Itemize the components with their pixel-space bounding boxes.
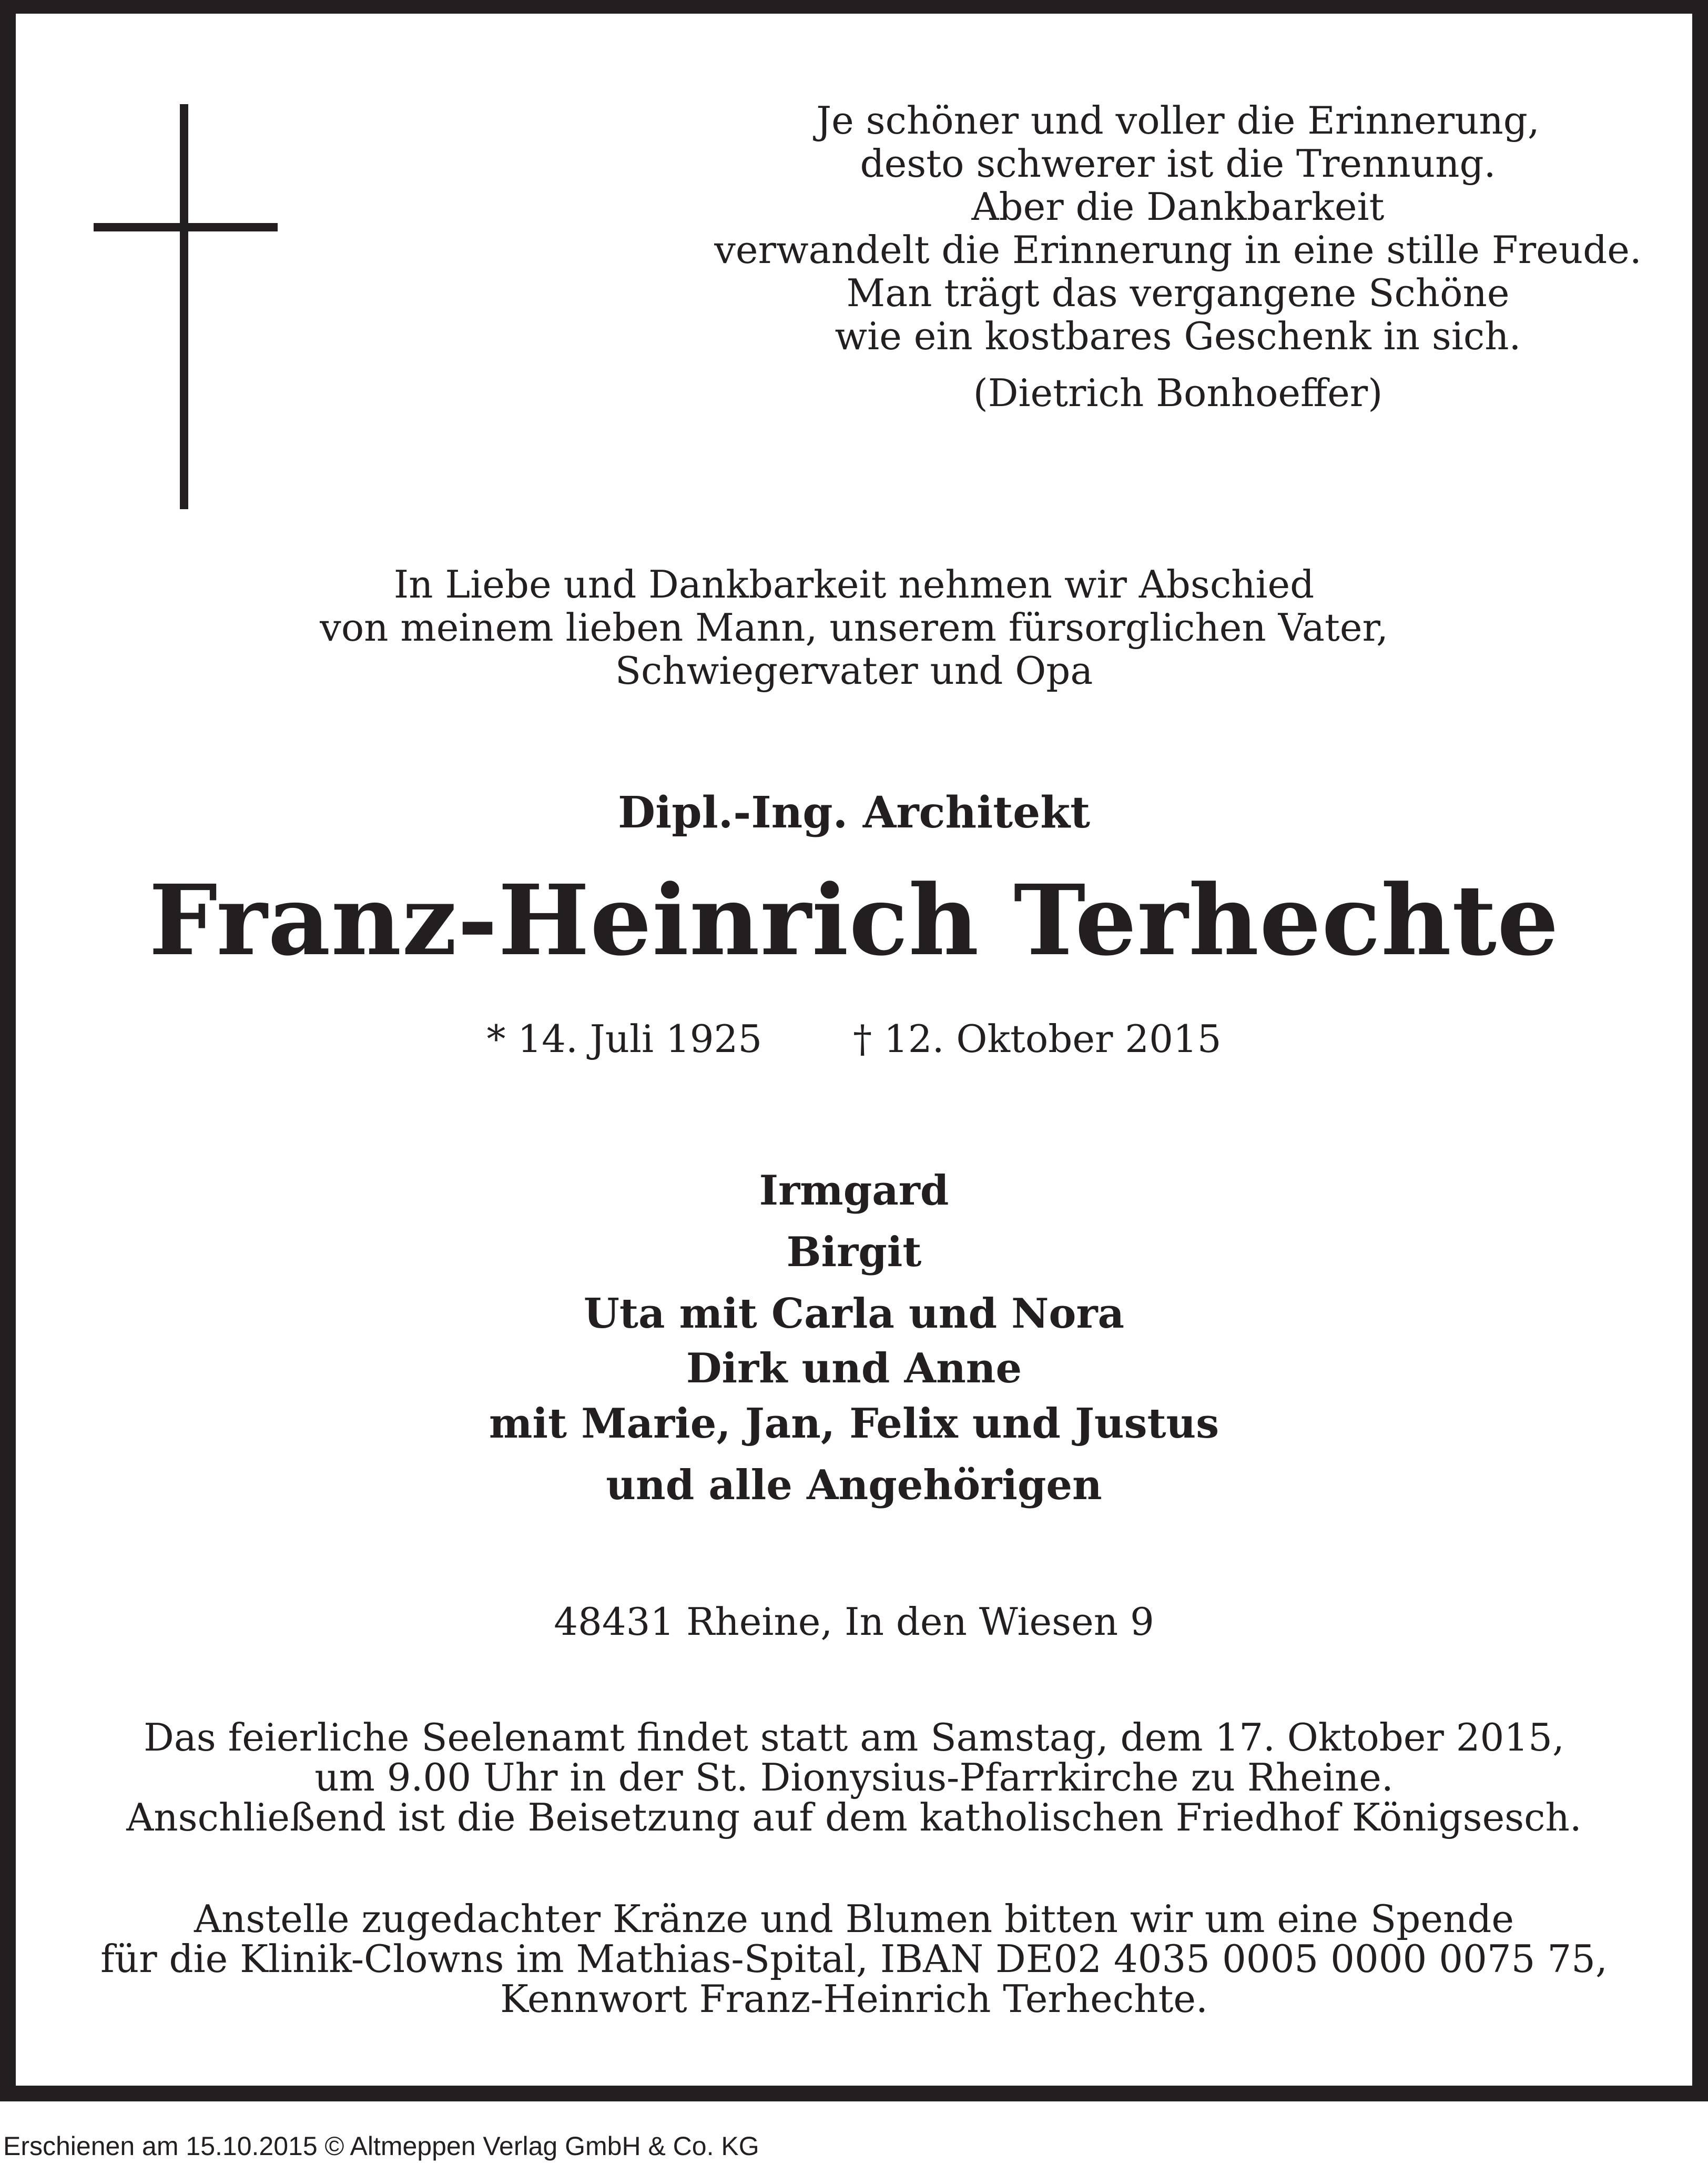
quote-line: wie ein kostbares Geschenk in sich. <box>835 314 1521 358</box>
death-date: † 12. Oktober 2015 <box>853 1017 1222 1061</box>
donation-line: für die Klinik-Clowns im Mathias-Spital, IBAN DE02 4035 0005 0000 0075 75, <box>100 1937 1608 1981</box>
donation-line: Kennwort Franz-Heinrich Terhechte. <box>500 1977 1208 2021</box>
quote-attribution: (Dietrich Bonhoeffer) <box>973 371 1383 415</box>
cross-horizontal-bar <box>94 223 278 231</box>
family-list <box>0 1160 1708 1516</box>
intro-line: Schwiegervater und Opa <box>615 649 1093 693</box>
birth-date: * 14. Juli 1925 <box>486 1017 762 1061</box>
quote-line: Aber die Dankbarkeit <box>971 185 1385 229</box>
quote-line: Man trägt das vergangene Schöne <box>846 271 1510 315</box>
service-info <box>0 1717 1708 1837</box>
family-member: Irmgard <box>759 1167 949 1215</box>
publication-footer: Erschienen am 15.10.2015 © Altmeppen Verlag GmbH & Co. KG <box>3 2131 759 2161</box>
deceased-title: Dipl.-Ing. Architekt <box>618 787 1090 838</box>
intro-line: In Liebe und Dankbarkeit nehmen wir Abschied <box>393 562 1315 606</box>
intro-line: von meinem lieben Mann, unserem fürsorglichen Vater, <box>320 605 1388 650</box>
quote-block <box>705 99 1651 414</box>
quote-line: verwandelt die Erinnerung in eine stille Freude. <box>714 228 1642 272</box>
mourning-address: 48431 Rheine, In den Wiesen 9 <box>554 1600 1154 1644</box>
cross-icon <box>94 104 278 509</box>
deceased-name: Franz-Heinrich Terhechte <box>148 864 1560 977</box>
farewell-intro <box>0 563 1708 692</box>
donation-info <box>0 1899 1708 2019</box>
family-member: mit Marie, Jan, Felix und Justus <box>489 1400 1219 1448</box>
family-member: Birgit <box>786 1228 922 1276</box>
cross-vertical-bar <box>180 104 188 509</box>
family-member: und alle Angehörigen <box>606 1461 1102 1509</box>
service-line: um 9.00 Uhr in der St. Dionysius-Pfarrkirche zu Rheine. <box>314 1755 1394 1799</box>
family-member: Dirk und Anne <box>686 1344 1022 1392</box>
service-line: Anschließend ist die Beisetzung auf dem katholischen Friedhof Königsesch. <box>126 1795 1582 1839</box>
quote-line: desto schwerer ist die Trennung. <box>860 141 1496 186</box>
life-dates <box>0 1015 1708 1063</box>
quote-line: Je schöner und voller die Erinnerung, <box>816 98 1540 143</box>
donation-line: Anstelle zugedachter Kränze und Blumen bitten wir um eine Spende <box>194 1897 1514 1941</box>
family-member: Uta mit Carla und Nora <box>583 1290 1125 1338</box>
service-line: Das feierliche Seelenamt findet statt am Samstag, dem 17. Oktober 2015, <box>144 1715 1564 1760</box>
